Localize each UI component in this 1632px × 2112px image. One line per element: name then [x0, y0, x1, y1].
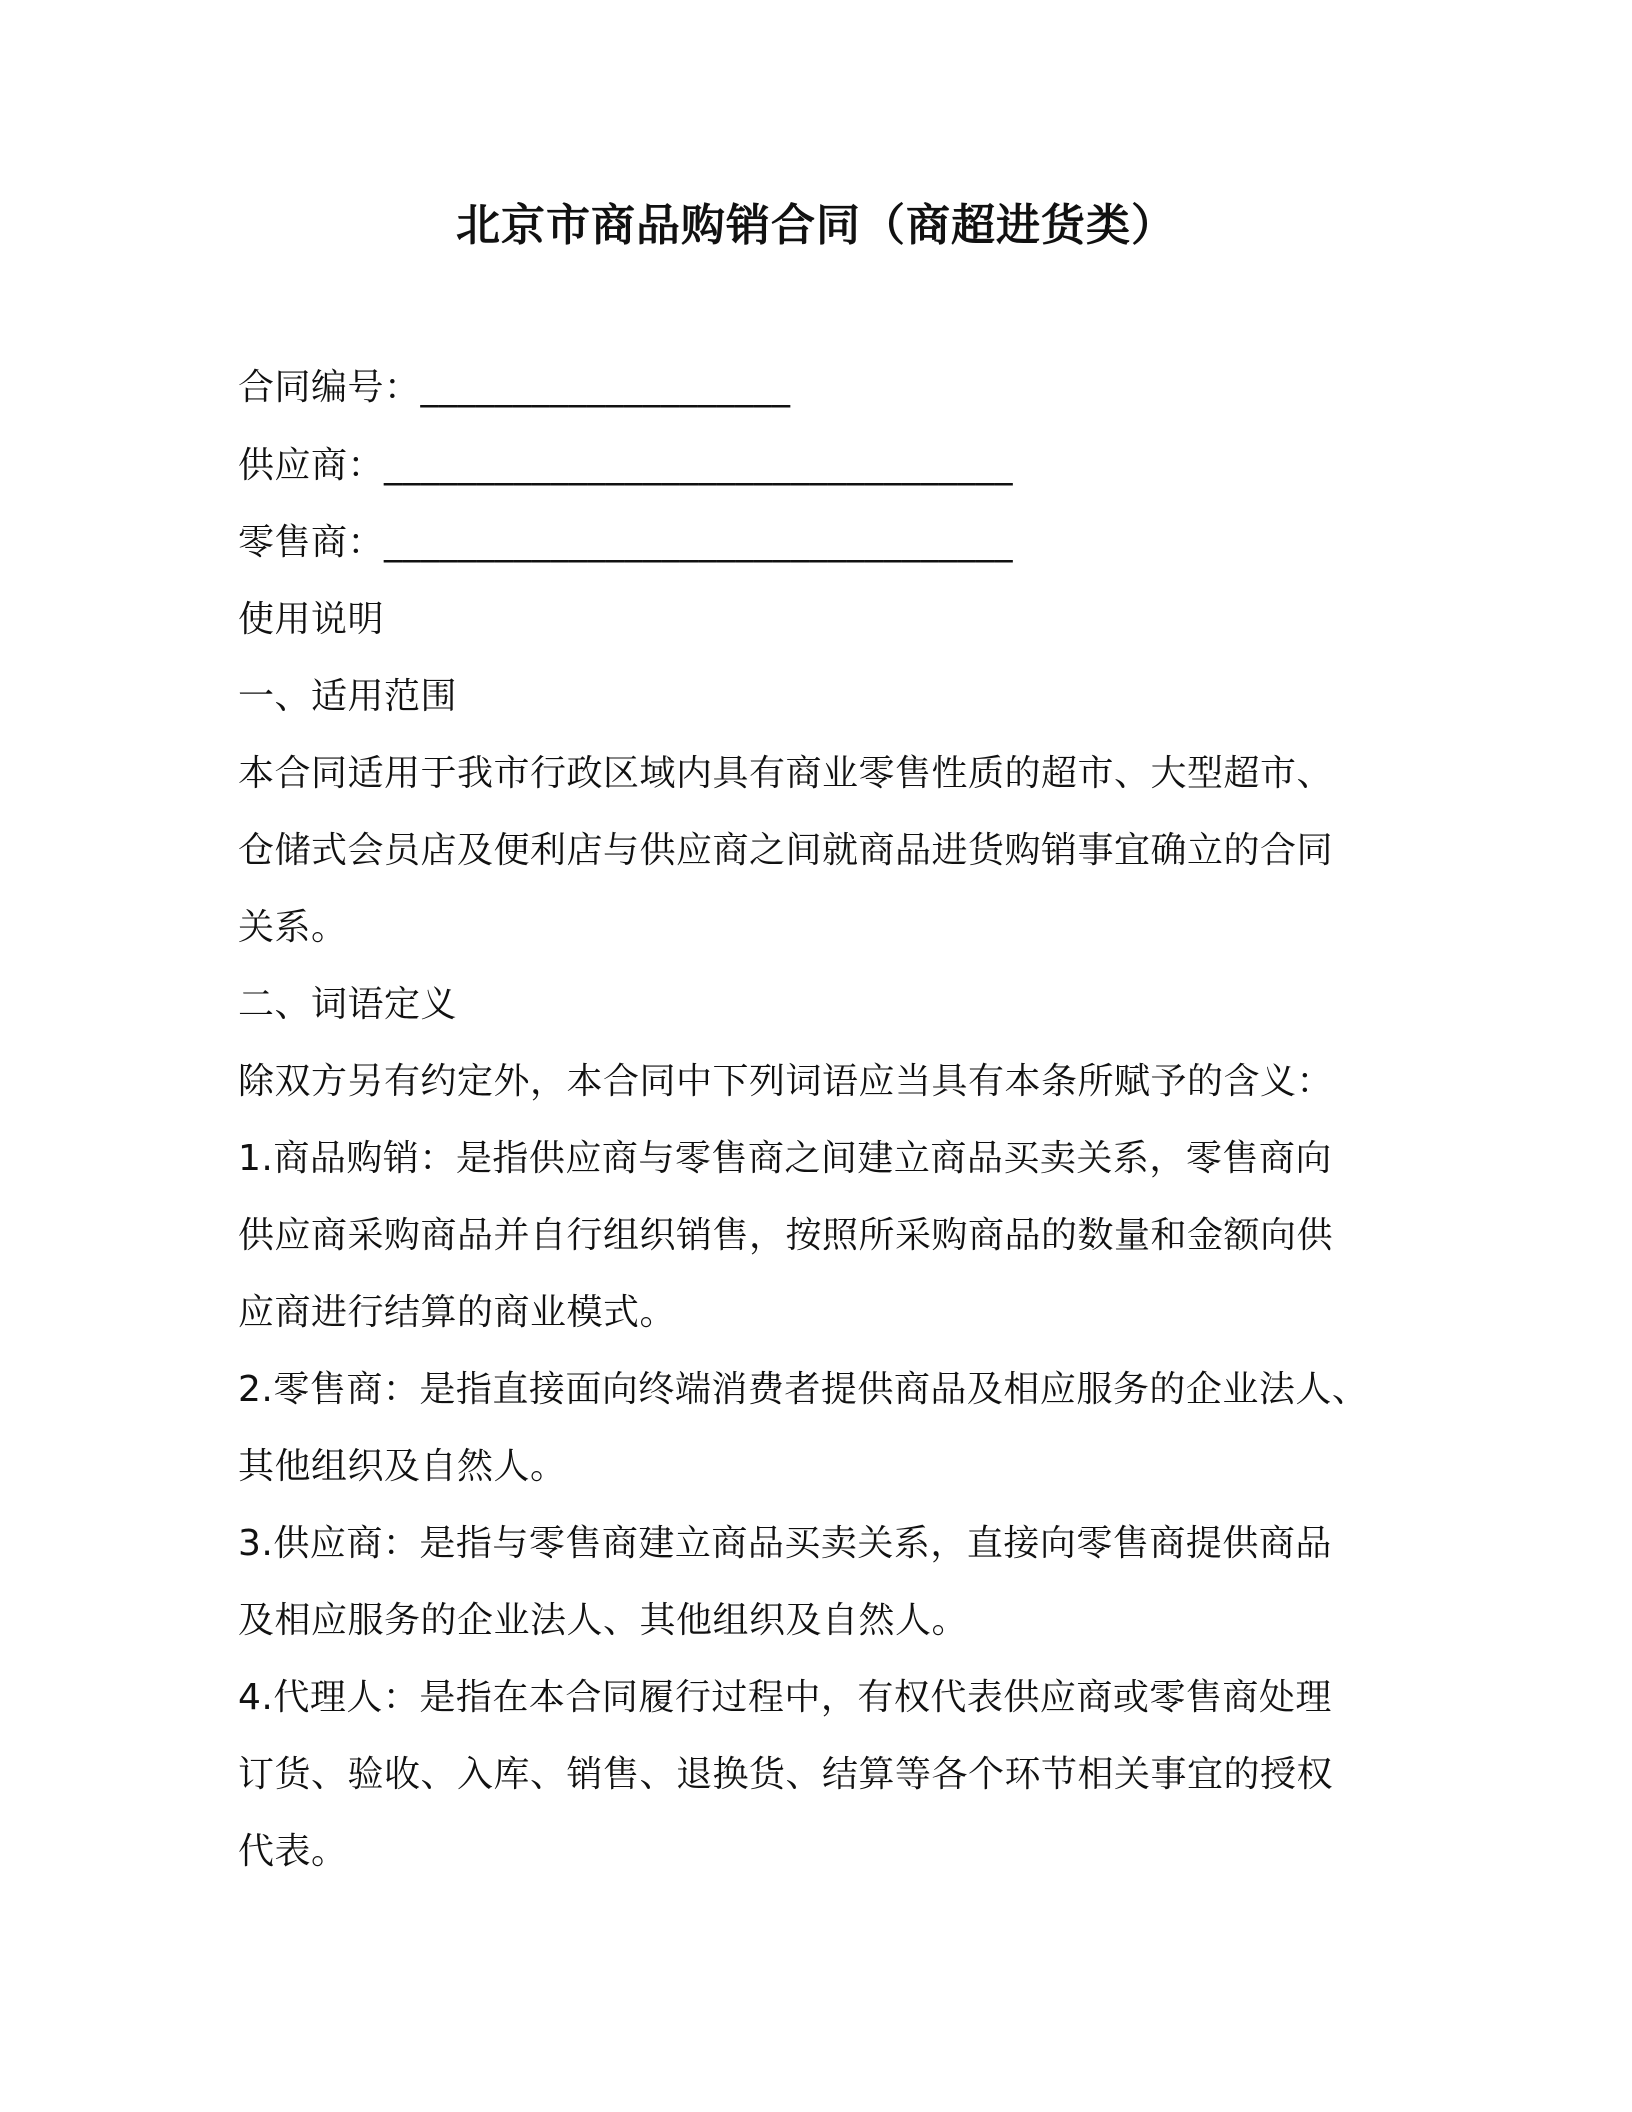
usage-heading: 使用说明 [238, 599, 385, 640]
supplier-field [238, 442, 1013, 490]
document-title: 北京市商品购销合同（商超进货类） [456, 200, 1176, 251]
definition-line: 2.零售商：是指直接面向终端消费者提供商品及相应服务的企业法人、 [238, 1369, 1369, 1410]
section2-intro: 除双方另有约定外，本合同中下列词语应当具有本条所赋予的含义： [238, 1061, 1334, 1102]
supplier-label: 供应商： [238, 445, 385, 486]
definition-line: 其他组织及自然人。 [238, 1446, 567, 1487]
section1-text-line: 仓储式会员店及便利店与供应商之间就商品进货购销事宜确立的合同 [238, 830, 1334, 871]
section1-heading: 一、适用范围 [238, 676, 458, 717]
contract-number-field [238, 364, 791, 412]
definition-line: 代表。 [238, 1831, 348, 1872]
retailer-field [238, 519, 1013, 567]
supplier-blank: __________________________________ [384, 445, 1014, 486]
section1-text-line: 本合同适用于我市行政区域内具有商业零售性质的超市、大型超市、 [238, 753, 1334, 794]
definition-line: 应商进行结算的商业模式。 [238, 1292, 677, 1333]
definition-line: 及相应服务的企业法人、其他组织及自然人。 [238, 1600, 969, 1641]
section1-text-line: 关系。 [238, 907, 348, 948]
definition-line: 供应商采购商品并自行组织销售，按照所采购商品的数量和金额向供 [238, 1215, 1334, 1256]
retailer-label: 零售商： [238, 522, 385, 563]
definition-line: 4.代理人：是指在本合同履行过程中，有权代表供应商或零售商处理 [238, 1677, 1332, 1718]
definition-line: 订货、验收、入库、销售、退换货、结算等各个环节相关事宜的授权 [238, 1754, 1334, 1795]
definition-line: 1.商品购销：是指供应商与零售商之间建立商品买卖关系，零售商向 [238, 1138, 1332, 1179]
section2-heading: 二、词语定义 [238, 984, 458, 1025]
contract-number-blank: ____________________ [420, 367, 791, 408]
contract-number-label: 合同编号： [238, 367, 421, 408]
definition-line: 3.供应商：是指与零售商建立商品买卖关系，直接向零售商提供商品 [238, 1523, 1332, 1564]
retailer-blank: __________________________________ [384, 522, 1014, 563]
